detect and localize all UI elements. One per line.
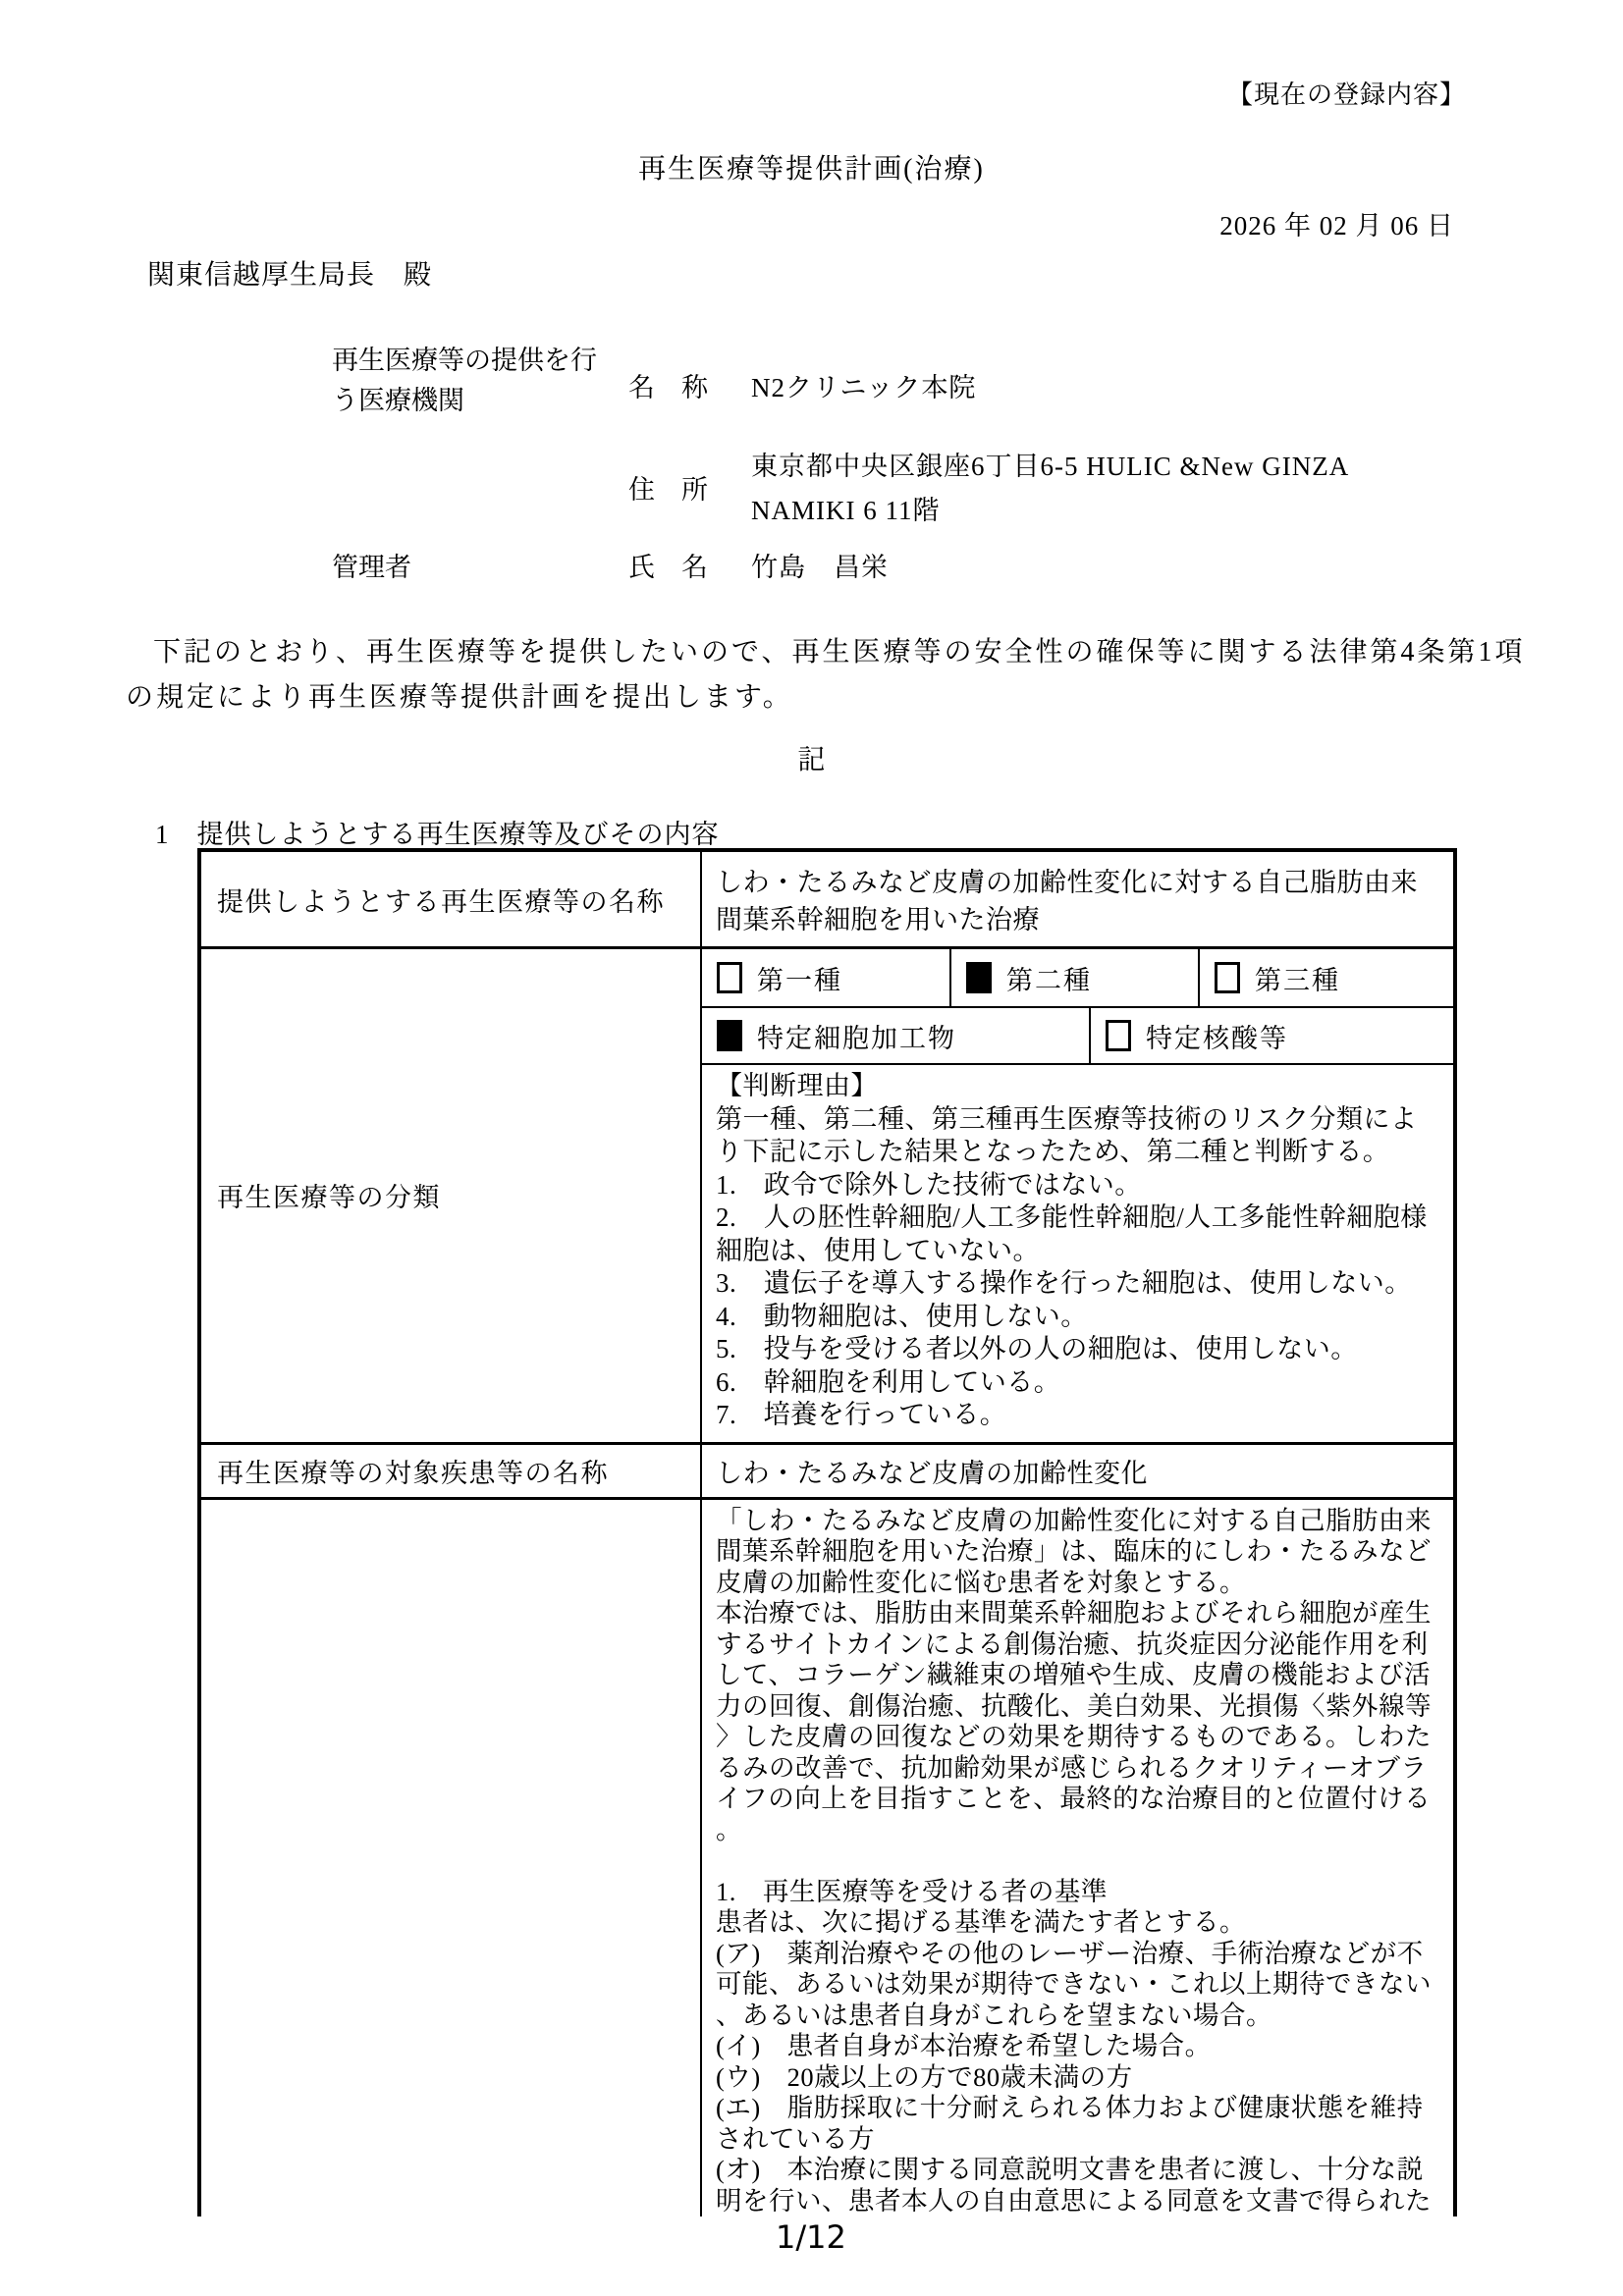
detail-paragraph: 1. 再生医療等を受ける者の基準: [716, 1876, 1108, 1906]
class-option-type3: [1200, 949, 1453, 1006]
detail-paragraph-blank: [716, 1845, 1443, 1877]
class-option-type3-label: 第三種: [1255, 965, 1340, 995]
document-title: 再生医療等提供計画(治療): [638, 154, 985, 185]
class-option-type1-label: 第一種: [757, 965, 842, 995]
classification-label: 再生医療等の分類: [201, 949, 702, 1442]
judgment-title: 【判断理由】: [716, 1071, 878, 1100]
institution-address-value: 東京都中央区銀座6丁目6-5 HULIC &New GINZA NAMIKI 6 11階: [751, 452, 1348, 525]
institution-name-value: N2クリニック本院: [751, 373, 977, 402]
class-kind-options-row: [702, 949, 1453, 1008]
judgment-item: 2. 人の胚性幹細胞/人工多能性幹細胞/人工多能性幹細胞様細胞は、使用していない。: [716, 1202, 1428, 1265]
ki-marker: 記: [797, 745, 826, 775]
table-row-treatment-detail: [201, 1500, 1453, 2216]
detail-paragraph: (ア) 薬剤治療やその他のレーザー治療、手術治療などが不可能、あるいは効果が期待できない・これ以上期待できない、あるいは患者自身がこれらを望まない場合。: [716, 1938, 1432, 2030]
judgment-reason-block: [702, 1065, 1453, 1442]
addressee: 関東信越厚生局長 殿: [147, 260, 433, 291]
submission-statement: 下記のとおり、再生医療等を提供したいので、再生医療等の安全性の確保等に関する法律第4条第1項の規定により再生医療等提供計画を提出します。: [126, 637, 1526, 713]
treatment-name-value: しわ・たるみなど皮膚の加齢性変化に対する自己脂肪由来間葉系幹細胞を用いた治療: [716, 868, 1418, 934]
detail-paragraph: 患者は、次に掲げる基準を満たす者とする。: [716, 1907, 1246, 1937]
table-row-target-disease: [201, 1445, 1453, 1500]
document-date: 2026 年 02 月 06 日: [1219, 211, 1454, 240]
manager-label: 管理者: [332, 553, 411, 582]
plan-table: [197, 848, 1457, 2216]
section1-heading: 1 提供しようとする再生医療等及びその内容: [155, 820, 720, 849]
manager-name-label: 氏 名: [628, 553, 708, 582]
treatment-name-label: 提供しようとする再生医療等の名称: [201, 852, 702, 946]
class-option-type2-label: 第二種: [1006, 965, 1092, 995]
product-option-nucleic: [1091, 1008, 1453, 1063]
detail-paragraph: (イ) 患者自身が本治療を希望した場合。: [716, 2031, 1212, 2060]
target-disease-label: 再生医療等の対象疾患等の名称: [201, 1445, 702, 1497]
product-option-nucleic-label: 特定核酸等: [1146, 1023, 1288, 1053]
page-number: 1/12: [776, 2218, 846, 2256]
registration-status-tag: 【現在の登録内容】: [1226, 80, 1466, 109]
judgment-item: 7. 培養を行っている。: [716, 1400, 1007, 1429]
detail-paragraph: (ウ) 20歳以上の方で80歳未満の方: [716, 2061, 1133, 2092]
classification-content: [702, 949, 1453, 1442]
institution-name-label: 名 称: [628, 373, 708, 402]
detail-paragraph: 本治療では、脂肪由来間葉系幹細胞およびそれら細胞が産生するサイトカインによる創傷治癒、抗炎症因分泌能作用を利して、コラーゲン繊維束の増殖や生成、皮膚の機能および活力の回復、創傷治癒、抗酸化、美白効果、光損傷〈紫外線等〉した皮膚の回復などの効果を期待するものである。しわたるみの改善で、抗加齢効果が感じられるクオリティーオブライフの向上を目指すことを、最終的な治療目的と位置付ける。: [716, 1598, 1432, 1844]
checkbox-type1-icon: [717, 962, 742, 993]
target-disease-value: しわ・たるみなど皮膚の加齢性変化: [716, 1458, 1148, 1488]
judgment-item: 3. 遺伝子を導入する操作を行った細胞は、使用しない。: [716, 1268, 1412, 1298]
judgment-item: 6. 幹細胞を利用している。: [716, 1366, 1061, 1397]
table-row-classification: [201, 949, 1453, 1445]
checkbox-type2-icon: [966, 962, 992, 993]
judgment-item: 1. 政令で除外した技術ではない。: [716, 1169, 1142, 1200]
detail-paragraph: 「しわ・たるみなど皮膚の加齢性変化に対する自己脂肪由来間葉系幹細胞を用いた治療」は、臨床的にしわ・たるみなど皮膚の加齢性変化に悩む患者を対象とする。: [716, 1505, 1432, 1597]
manager-name-value: 竹島 昌栄: [751, 553, 889, 582]
institution-address-label: 住 所: [628, 475, 708, 505]
treatment-detail-label-cell: [201, 1500, 702, 2216]
product-option-cell: [702, 1008, 1091, 1063]
checkbox-cell-product-icon: [717, 1020, 742, 1051]
table-row-treatment-name: [201, 852, 1453, 949]
product-option-cell-label: 特定細胞加工物: [757, 1023, 956, 1053]
judgment-intro: 第一種、第二種、第三種再生医療等技術のリスク分類により下記に示した結果となったため、第二種と判断する。: [716, 1103, 1418, 1166]
checkbox-type3-icon: [1215, 962, 1240, 993]
class-option-type2: [951, 949, 1200, 1006]
provider-institution-label: 再生医療等の提供を行う医療機関: [332, 346, 597, 415]
treatment-detail-value: [702, 1500, 1453, 2216]
checkbox-nucleic-icon: [1106, 1020, 1131, 1051]
detail-paragraph: (オ) 本治療に関する同意説明文書を患者に渡し、十分な説明を行い、患者本人の自由意思による同意を文書で得られた: [716, 2155, 1432, 2216]
class-option-type1: [702, 949, 951, 1006]
judgment-item: 4. 動物細胞は、使用しない。: [716, 1301, 1088, 1331]
product-type-options-row: [702, 1008, 1453, 1065]
judgment-item: 5. 投与を受ける者以外の人の細胞は、使用しない。: [716, 1334, 1358, 1363]
detail-paragraph: (エ) 脂肪採取に十分耐えられる体力および健康状態を維持されている方: [716, 2093, 1424, 2154]
